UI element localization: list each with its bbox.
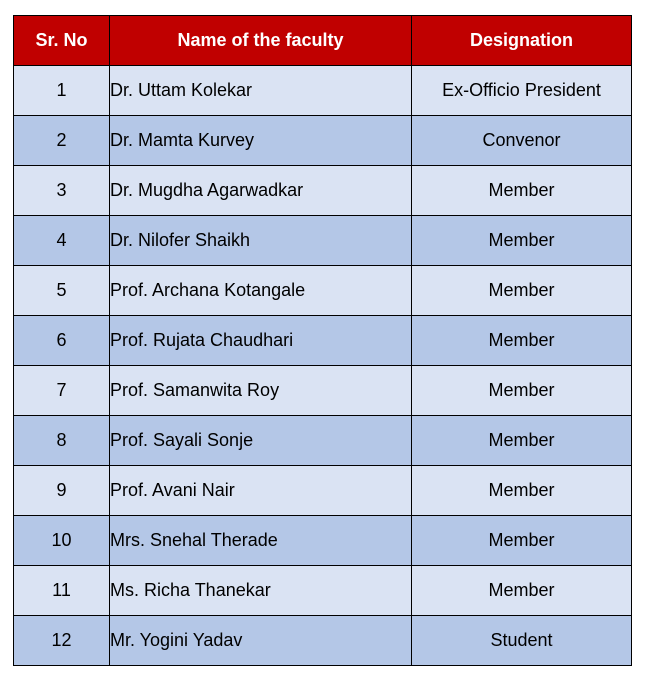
- cell-designation: Member: [412, 216, 632, 266]
- table-row: [14, 216, 632, 266]
- cell-designation: Member: [412, 516, 632, 566]
- cell-designation: Member: [412, 166, 632, 216]
- cell-faculty-name: Dr. Nilofer Shaikh: [110, 216, 412, 266]
- table-header: [14, 16, 632, 66]
- cell-designation: Member: [412, 416, 632, 466]
- cell-sr-no: 7: [14, 366, 110, 416]
- cell-sr-no: 5: [14, 266, 110, 316]
- cell-sr-no: 2: [14, 116, 110, 166]
- table-body: [14, 66, 632, 666]
- cell-faculty-name: Dr. Mugdha Agarwadkar: [110, 166, 412, 216]
- table-row: [14, 266, 632, 316]
- cell-designation: Member: [412, 316, 632, 366]
- table-row: [14, 566, 632, 616]
- cell-designation: Member: [412, 466, 632, 516]
- cell-designation: Member: [412, 366, 632, 416]
- cell-sr-no: 9: [14, 466, 110, 516]
- cell-faculty-name: Prof. Samanwita Roy: [110, 366, 412, 416]
- table-row: [14, 66, 632, 116]
- header-sr-no: Sr. No: [14, 16, 110, 66]
- cell-sr-no: 4: [14, 216, 110, 266]
- cell-sr-no: 11: [14, 566, 110, 616]
- header-row: [14, 16, 632, 66]
- cell-designation: Member: [412, 266, 632, 316]
- table-row: [14, 166, 632, 216]
- table-row: [14, 466, 632, 516]
- cell-faculty-name: Prof. Sayali Sonje: [110, 416, 412, 466]
- cell-sr-no: 8: [14, 416, 110, 466]
- table-row: [14, 616, 632, 666]
- cell-faculty-name: Prof. Avani Nair: [110, 466, 412, 516]
- header-designation: Designation: [412, 16, 632, 66]
- cell-faculty-name: Mr. Yogini Yadav: [110, 616, 412, 666]
- cell-sr-no: 1: [14, 66, 110, 116]
- faculty-table: [13, 15, 632, 666]
- cell-designation: Member: [412, 566, 632, 616]
- table-row: [14, 116, 632, 166]
- cell-sr-no: 10: [14, 516, 110, 566]
- cell-faculty-name: Prof. Archana Kotangale: [110, 266, 412, 316]
- cell-designation: Ex-Officio President: [412, 66, 632, 116]
- table-row: [14, 516, 632, 566]
- cell-sr-no: 6: [14, 316, 110, 366]
- cell-designation: Convenor: [412, 116, 632, 166]
- header-faculty-name: Name of the faculty: [110, 16, 412, 66]
- cell-sr-no: 3: [14, 166, 110, 216]
- cell-faculty-name: Dr. Uttam Kolekar: [110, 66, 412, 116]
- table-row: [14, 316, 632, 366]
- cell-faculty-name: Ms. Richa Thanekar: [110, 566, 412, 616]
- cell-faculty-name: Dr. Mamta Kurvey: [110, 116, 412, 166]
- table-row: [14, 366, 632, 416]
- cell-faculty-name: Prof. Rujata Chaudhari: [110, 316, 412, 366]
- cell-designation: Student: [412, 616, 632, 666]
- table-row: [14, 416, 632, 466]
- cell-faculty-name: Mrs. Snehal Therade: [110, 516, 412, 566]
- cell-sr-no: 12: [14, 616, 110, 666]
